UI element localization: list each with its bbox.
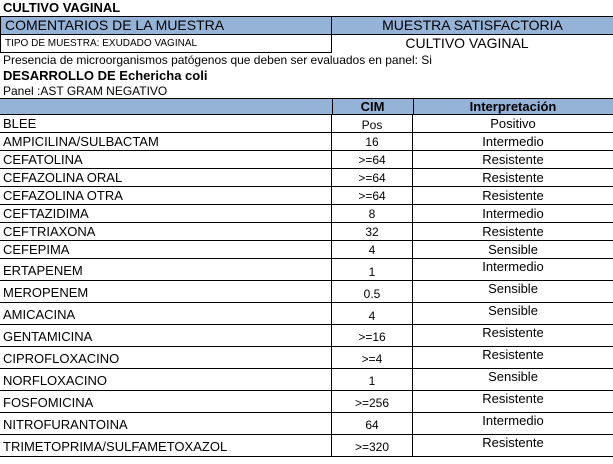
antibiotic-cell: FOSFOMICINA xyxy=(0,391,332,413)
table-row xyxy=(0,223,613,241)
cim-cell: 0.5 xyxy=(332,281,413,303)
antibiotic-cell: TRIMETOPRIMA/SULFAMETOXAZOL xyxy=(0,435,332,457)
cim-cell: 1 xyxy=(332,259,413,281)
presencia-text: Presencia de microorganismos patógenos que deben ser evaluados en panel: Si xyxy=(3,53,432,67)
antibiotic-cell: MEROPENEM xyxy=(0,281,332,303)
interpretation-cell: Sensible xyxy=(488,242,538,257)
table-row xyxy=(0,281,613,303)
comentarios-label: COMENTARIOS DE LA MUESTRA xyxy=(0,16,332,35)
antibiotic-cell: CEFATOLINA xyxy=(0,151,332,169)
interpretation-cell: Intermedio xyxy=(482,259,544,274)
antibiotic-cell: CEFAZOLINA ORAL xyxy=(0,169,332,187)
table-row xyxy=(0,259,613,281)
cim-cell: 4 xyxy=(332,241,413,259)
table-row xyxy=(0,369,613,391)
cim-cell: 1 xyxy=(332,369,413,391)
column-header-antibiotic xyxy=(0,99,333,114)
interpretation-cell: Resistente xyxy=(482,325,544,340)
antibiotic-cell: CEFTAZIDIMA xyxy=(0,205,332,223)
cim-cell: 64 xyxy=(332,413,413,435)
antibiotic-cell: NORFLOXACINO xyxy=(0,369,332,391)
cim-cell: >=64 xyxy=(332,151,413,169)
table-row xyxy=(0,115,613,133)
tipo-muestra: TIPO DE MUESTRA: EXUDADO VAGINAL xyxy=(0,35,332,53)
interpretation-cell: Sensible xyxy=(488,369,538,384)
table-row xyxy=(0,205,613,223)
column-header-interpretacion: Interpretación xyxy=(469,99,557,114)
table-row xyxy=(0,303,613,325)
antibiotic-cell: AMPICILINA/SULBACTAM xyxy=(0,133,332,151)
interpretation-cell: Positivo xyxy=(490,116,536,131)
cim-cell: >=320 xyxy=(332,435,413,457)
table-row xyxy=(0,133,613,151)
table-row xyxy=(0,391,613,413)
antibiotic-cell: NITROFURANTOINA xyxy=(0,413,332,435)
interpretation-cell: Intermedio xyxy=(482,134,544,149)
interpretation-cell: Resistente xyxy=(482,188,544,203)
cim-cell: >=16 xyxy=(332,325,413,347)
interpretation-cell: Sensible xyxy=(488,303,538,318)
interpretation-cell: Resistente xyxy=(482,170,544,185)
interpretation-cell: Resistente xyxy=(482,347,544,362)
row-divider xyxy=(0,456,613,457)
antibiotic-cell: ERTAPENEM xyxy=(0,259,332,281)
desarrollo-text xyxy=(3,68,207,83)
table-header xyxy=(0,98,613,115)
interpretation-cell: Intermedio xyxy=(482,413,544,428)
antibiotic-cell: AMICACINA xyxy=(0,303,332,325)
interpretation-cell: Intermedio xyxy=(482,206,544,221)
desarrollo-prefix: DESARROLLO DE xyxy=(3,68,120,83)
cim-cell: 4 xyxy=(332,303,413,325)
panel-text: Panel :AST GRAM NEGATIVO xyxy=(3,84,168,98)
cim-cell: 8 xyxy=(332,205,413,223)
column-header-cim: CIM xyxy=(332,99,414,114)
interpretation-cell: Resistente xyxy=(482,152,544,167)
cim-cell: >=64 xyxy=(332,169,413,187)
antibiotic-cell: CEFEPIMA xyxy=(0,241,332,259)
table-row xyxy=(0,413,613,435)
antibiotic-cell: CEFTRIAXONA xyxy=(0,223,332,241)
table-row xyxy=(0,187,613,205)
table-row xyxy=(0,435,613,457)
cim-cell: >=64 xyxy=(332,187,413,205)
report-title: CULTIVO VAGINAL xyxy=(3,0,121,15)
interpretation-cell: Sensible xyxy=(488,281,538,296)
interpretation-cell: Resistente xyxy=(482,224,544,239)
antibiotic-cell: CEFAZOLINA OTRA xyxy=(0,187,332,205)
antibiotic-cell: GENTAMICINA xyxy=(0,325,332,347)
muestra-status: MUESTRA SATISFACTORIA xyxy=(332,16,613,35)
cim-cell: Pos xyxy=(332,115,413,133)
cim-cell: >=4 xyxy=(332,347,413,369)
antibiotic-cell: CIPROFLOXACINO xyxy=(0,347,332,369)
table-row xyxy=(0,325,613,347)
interpretation-cell: Resistente xyxy=(482,391,544,406)
table-row xyxy=(0,151,613,169)
table-row xyxy=(0,169,613,187)
cim-cell: 16 xyxy=(332,133,413,151)
table-row xyxy=(0,241,613,259)
organism-name: Echericha coli xyxy=(119,68,208,83)
antibiotic-cell: BLEE xyxy=(0,115,332,133)
cim-cell: 32 xyxy=(332,223,413,241)
cultivo-label: CULTIVO VAGINAL xyxy=(405,35,529,51)
table-row xyxy=(0,347,613,369)
cim-cell: >=256 xyxy=(332,391,413,413)
interpretation-cell: Resistente xyxy=(482,435,544,450)
